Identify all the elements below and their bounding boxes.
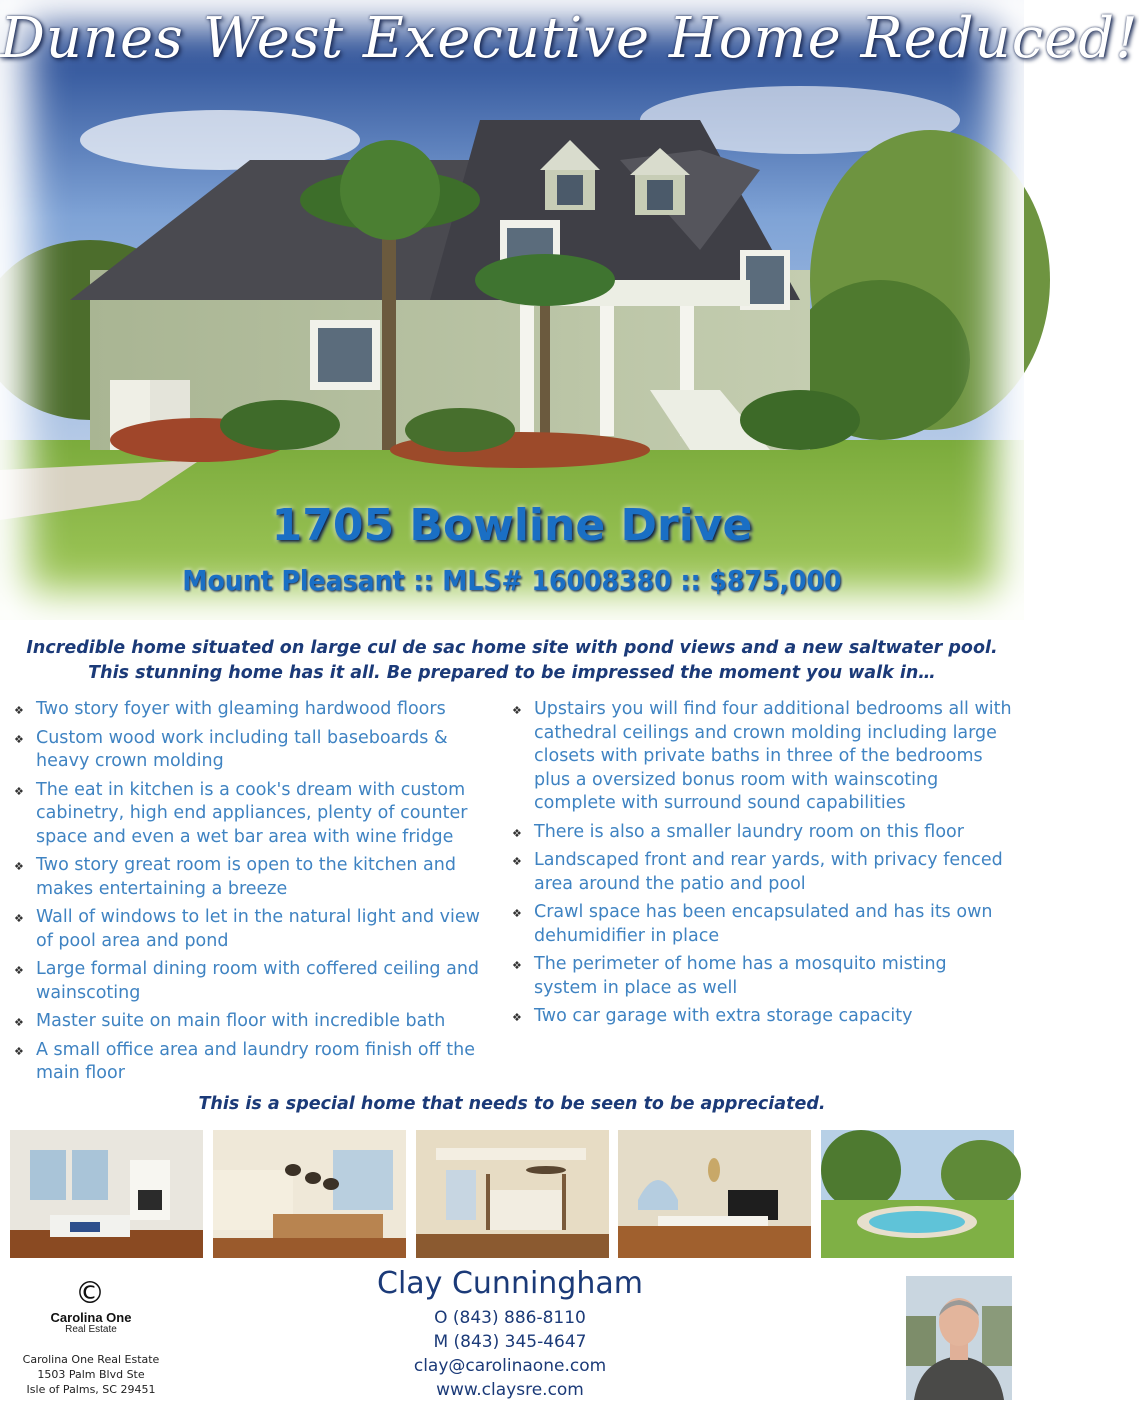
kitchen-photo[interactable] <box>213 1130 406 1258</box>
feature-list-right <box>512 698 1012 1034</box>
photo-strip <box>0 1130 1024 1260</box>
diamond-bullet-icon: ❖ <box>512 1011 522 1024</box>
feature-text: Master suite on main floor with incredible bath <box>36 1011 446 1031</box>
feature-text: There is also a smaller laundry room on this floor <box>534 821 964 842</box>
list-item <box>14 1039 500 1086</box>
feature-list-left <box>14 698 500 1091</box>
intro-line-2: This stunning home has it all. Be prepared to be impressed the moment you walk in… <box>88 663 936 683</box>
intro-text <box>0 636 1024 686</box>
office-city: Isle of Palms, SC 29451 <box>26 1383 156 1396</box>
diamond-bullet-icon: ❖ <box>14 912 24 925</box>
listing-subline: Mount Pleasant :: MLS# 16008380 :: $875,000 <box>182 564 842 597</box>
property-address: 1705 Bowline Drive <box>271 500 753 551</box>
feature-text: Crawl space has been encapsulated and has its own dehumidifier in place <box>534 902 993 946</box>
diamond-bullet-icon: ❖ <box>14 784 24 798</box>
diamond-bullet-icon: ❖ <box>512 704 522 717</box>
list-item <box>512 1005 1012 1029</box>
agent-portrait-photo <box>906 1276 1012 1400</box>
bonus-room-photo[interactable] <box>618 1130 811 1258</box>
diamond-bullet-icon: ❖ <box>512 855 522 868</box>
office-name: Carolina One Real Estate <box>22 1353 160 1366</box>
list-item <box>14 698 500 722</box>
diamond-bullet-icon: ❖ <box>512 907 522 920</box>
feature-text: Wall of windows to let in the natural light and view of pool area and pond <box>36 907 480 951</box>
feature-text: A small office area and laundry room finish off the main floor <box>36 1039 475 1083</box>
agent-name: Clay Cunningham <box>377 1266 643 1301</box>
list-item <box>512 821 1012 845</box>
diamond-bullet-icon: ❖ <box>14 1044 24 1058</box>
logo-name: Carolina One <box>50 1310 132 1325</box>
bedroom-photo[interactable] <box>416 1130 609 1258</box>
list-item <box>14 958 500 1005</box>
agent-email-link[interactable]: clay@carolinaone.com <box>413 1356 607 1376</box>
list-item <box>14 779 500 850</box>
list-item <box>14 854 500 901</box>
office-street: 1503 Palm Blvd Ste <box>37 1368 145 1381</box>
diamond-bullet-icon: ❖ <box>14 964 24 977</box>
diamond-bullet-icon: ❖ <box>512 826 522 840</box>
diamond-bullet-icon: ❖ <box>14 1016 24 1029</box>
feature-text: Two car garage with extra storage capacity <box>534 1006 913 1026</box>
list-item <box>512 698 1012 816</box>
diamond-bullet-icon: ❖ <box>512 959 522 972</box>
office-phone[interactable]: O (843) 886-8110 <box>434 1308 586 1328</box>
list-item <box>14 727 500 774</box>
feature-text: Two story great room is open to the kitchen and makes entertaining a breeze <box>36 855 456 899</box>
pool-photo[interactable] <box>821 1130 1014 1258</box>
diamond-bullet-icon: ❖ <box>14 732 24 746</box>
list-item <box>14 1010 500 1034</box>
list-item <box>512 953 1012 1000</box>
mobile-phone[interactable]: M (843) 345-4647 <box>433 1332 587 1352</box>
list-item <box>512 849 1012 896</box>
carolina-one-logo-icon: © <box>75 1276 105 1311</box>
logo-subtitle: Real Estate <box>65 1324 117 1335</box>
hero-banner <box>0 0 1139 620</box>
office-address <box>0 1352 182 1397</box>
feature-text: The eat in kitchen is a cook's dream with custom cabinetry, high end appliances, plenty of counter space and even a wet bar area with wine fridge <box>36 779 468 847</box>
intro-line-1: Incredible home situated on large cul de sac home site with pond views and a new saltwater pool. <box>26 638 998 658</box>
great-room-photo[interactable] <box>10 1130 203 1258</box>
headline: Dunes West Executive Home Reduced! <box>0 6 1139 71</box>
diamond-bullet-icon: ❖ <box>14 704 24 717</box>
agent-website-link[interactable]: www.claysre.com <box>436 1380 584 1400</box>
list-item <box>14 906 500 953</box>
closing-text: This is a special home that needs to be seen to be appreciated. <box>198 1094 826 1114</box>
list-item <box>512 901 1012 948</box>
feature-text: Large formal dining room with coffered ceiling and wainscoting <box>36 959 480 1003</box>
feature-text: Landscaped front and rear yards, with privacy fenced area around the patio and pool <box>534 850 1003 894</box>
feature-text: Two story foyer with gleaming hardwood floors <box>36 699 446 719</box>
diamond-bullet-icon: ❖ <box>14 860 24 873</box>
feature-text: The perimeter of home has a mosquito misting system in place as well <box>534 954 947 998</box>
feature-text: Custom wood work including tall baseboards & heavy crown molding <box>36 727 448 771</box>
feature-text: Upstairs you will find four additional bedrooms all with cathedral ceilings and crown molding including large closets with private baths in three of the bedrooms plus a oversized bonus room with wainscoting complete with surround sound capabilities <box>534 699 1012 813</box>
